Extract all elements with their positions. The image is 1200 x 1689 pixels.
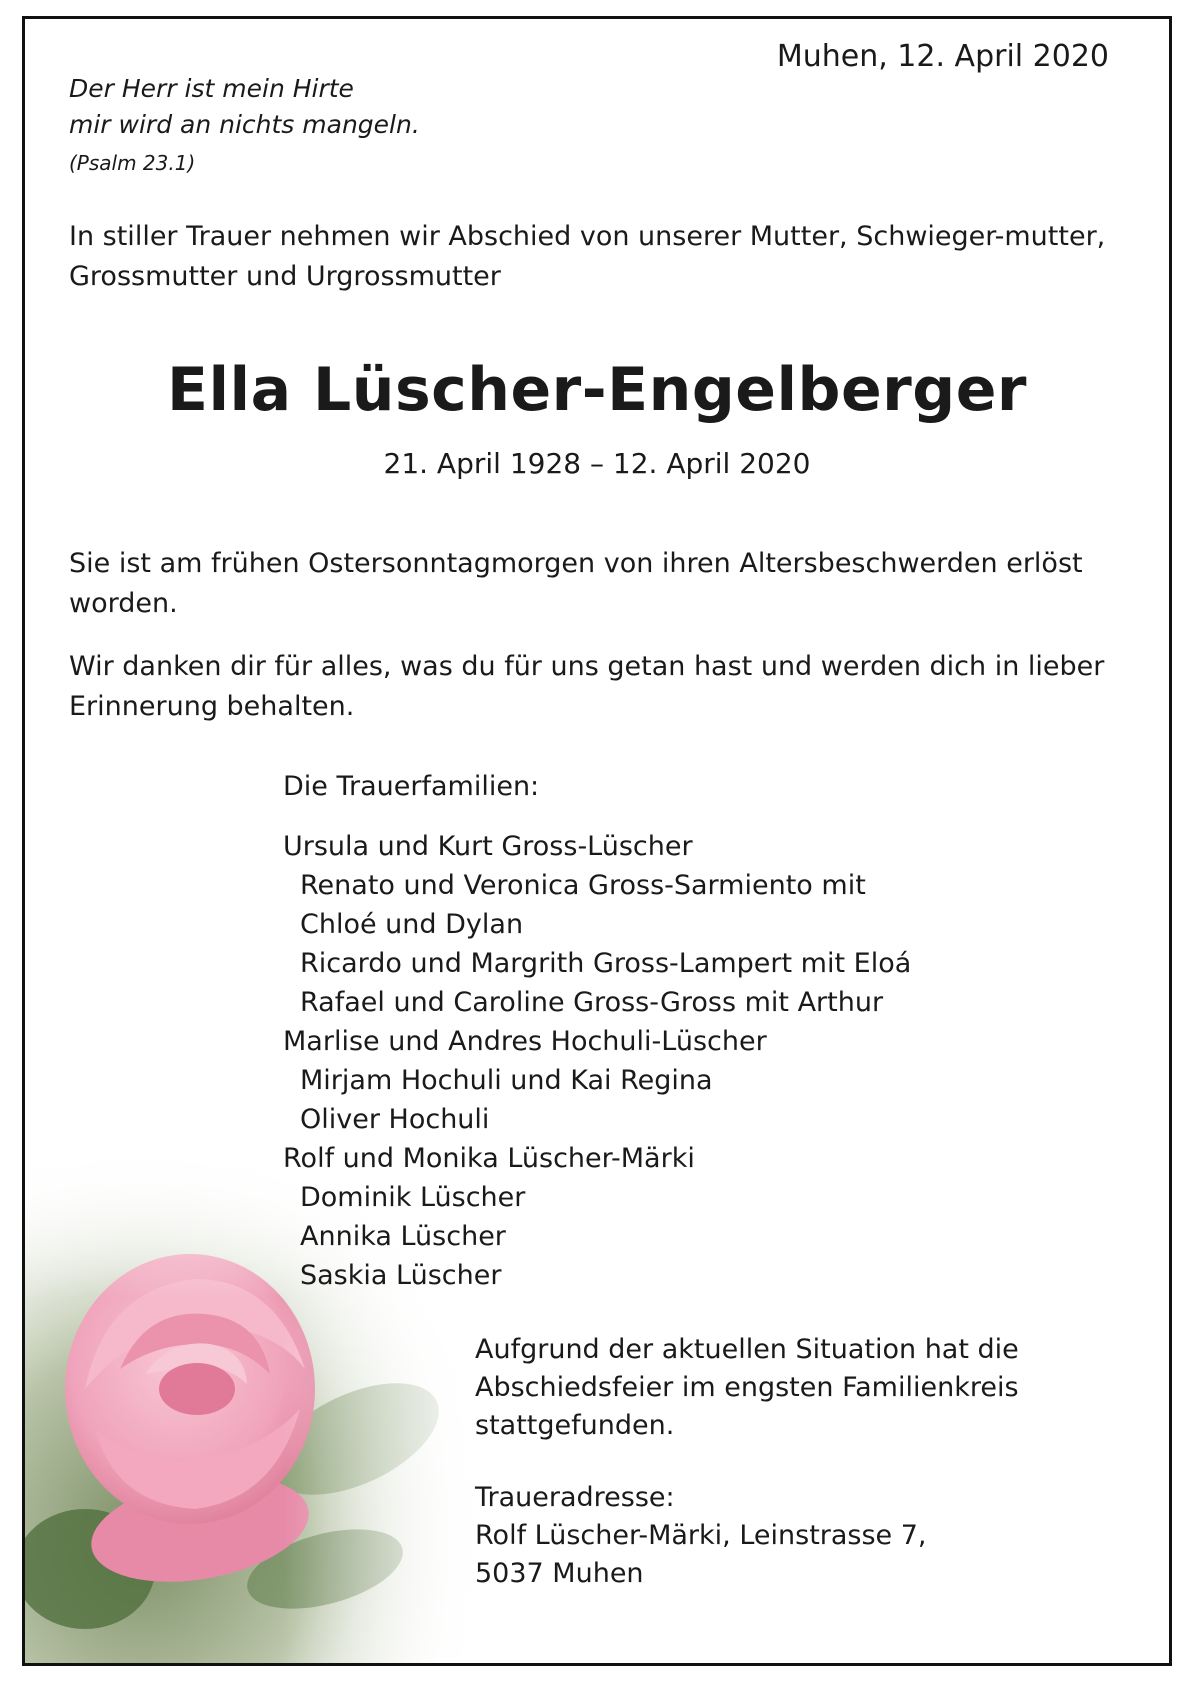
family-member: Rafael und Caroline Gross-Gross mit Arthur xyxy=(300,987,884,1018)
body-paragraph-1: Sie ist am frühen Ostersonntagmorgen von ihren Altersbeschwerden erlöst worden. xyxy=(69,548,1083,619)
notice-line-2: Abschiedsfeier im engsten Familienkreis xyxy=(475,1372,1019,1403)
family-member: Ricardo und Margrith Gross-Lampert mit Eloá xyxy=(300,948,912,979)
family-member: Ursula und Kurt Gross-Lüscher xyxy=(283,831,693,862)
mourning-address xyxy=(475,1479,927,1593)
address-line-1: Rolf Lüscher-Märki, Leinstrasse 7, xyxy=(475,1520,927,1551)
family-member: Dominik Lüscher xyxy=(300,1182,526,1213)
body-paragraph-2: Wir danken dir für alles, was du für uns getan hast und werden dich in lieber Erinnerung behalten. xyxy=(69,651,1105,722)
psalm-verse xyxy=(69,71,420,181)
families-title: Die Trauerfamilien: xyxy=(283,771,540,802)
intro-text: In stiller Trauer nehmen wir Abschied von unserer Mutter, Schwieger-mutter, Grossmutter und Urgrossmutter xyxy=(69,221,1106,292)
psalm-line-1: Der Herr ist mein Hirte xyxy=(69,74,354,103)
psalm-reference: (Psalm 23.1) xyxy=(69,151,196,175)
family-member: Chloé und Dylan xyxy=(300,909,524,940)
family-member: Rolf und Monika Lüscher-Märki xyxy=(283,1143,695,1174)
address-line-2: 5037 Muhen xyxy=(475,1558,644,1589)
family-member: Oliver Hochuli xyxy=(300,1104,490,1135)
place-date: Muhen, 12. April 2020 xyxy=(776,39,1109,74)
family-member: Renato und Veronica Gross-Sarmiento mit xyxy=(300,870,866,901)
life-dates: 21. April 1928 – 12. April 2020 xyxy=(383,447,811,480)
psalm-line-2: mir wird an nichts mangeln. xyxy=(69,110,420,139)
notice-line-1: Aufgrund der aktuellen Situation hat die xyxy=(475,1334,1019,1365)
notice-line-3: stattgefunden. xyxy=(475,1410,675,1441)
families-list xyxy=(283,827,911,1295)
family-member: Mirjam Hochuli und Kai Regina xyxy=(300,1065,713,1096)
family-member: Marlise und Andres Hochuli-Lüscher xyxy=(283,1026,767,1057)
family-member: Annika Lüscher xyxy=(300,1221,506,1252)
family-member: Saskia Lüscher xyxy=(300,1260,502,1291)
deceased-name: Ella Lüscher-Engelberger xyxy=(167,355,1027,425)
address-label: Traueradresse: xyxy=(475,1482,675,1513)
obituary-frame xyxy=(22,16,1172,1666)
ceremony-notice xyxy=(475,1331,1019,1445)
